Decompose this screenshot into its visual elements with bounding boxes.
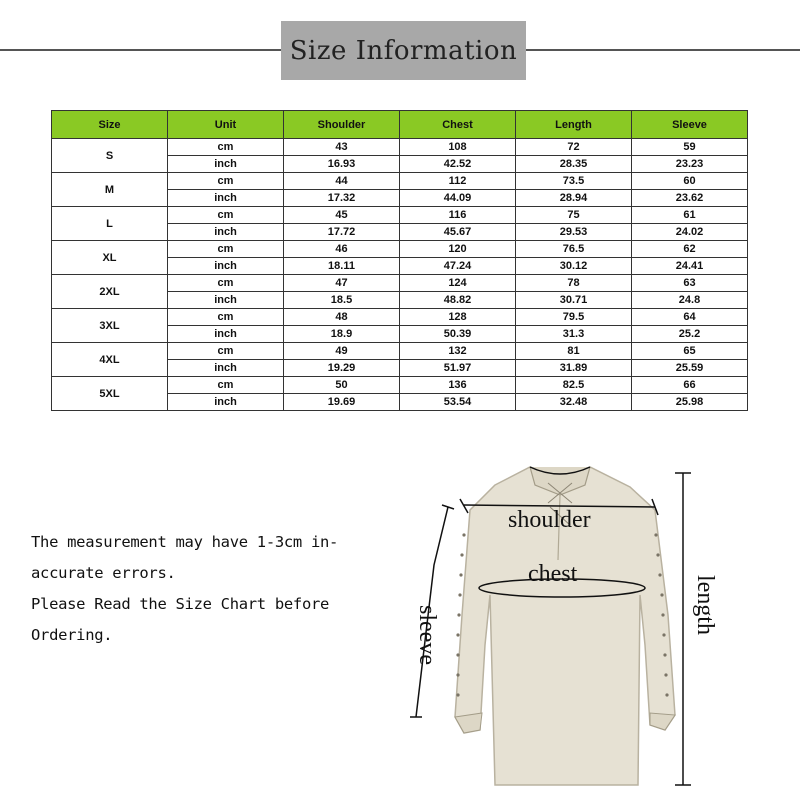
measurement-cell: 31.89 <box>516 360 632 377</box>
measurement-cell: 23.62 <box>632 190 748 207</box>
measurement-cell: 124 <box>400 275 516 292</box>
unit-cell: inch <box>168 190 284 207</box>
measurement-cell: 28.35 <box>516 156 632 173</box>
measurement-cell: 30.12 <box>516 258 632 275</box>
table-row <box>52 173 748 190</box>
measurement-cell: 47.24 <box>400 258 516 275</box>
measurement-cell: 81 <box>516 343 632 360</box>
measurement-cell: 18.9 <box>284 326 400 343</box>
table-row <box>52 241 748 258</box>
measurement-cell: 30.71 <box>516 292 632 309</box>
measurement-cell: 50.39 <box>400 326 516 343</box>
measurement-cell: 19.29 <box>284 360 400 377</box>
measurement-cell: 25.59 <box>632 360 748 377</box>
measurement-cell: 78 <box>516 275 632 292</box>
size-cell: L <box>52 207 168 241</box>
chest-label: chest <box>528 561 578 587</box>
measurement-note <box>31 527 371 651</box>
shirt-illustration <box>400 455 720 795</box>
measurement-cell: 136 <box>400 377 516 394</box>
measurement-cell: 29.53 <box>516 224 632 241</box>
size-cell: S <box>52 139 168 173</box>
column-header: Size <box>52 111 168 139</box>
measurement-cell: 66 <box>632 377 748 394</box>
measurement-cell: 108 <box>400 139 516 156</box>
shirt-measurement-diagram <box>400 455 720 795</box>
measurement-cell: 42.52 <box>400 156 516 173</box>
column-header: Unit <box>168 111 284 139</box>
unit-cell: cm <box>168 275 284 292</box>
column-header: Shoulder <box>284 111 400 139</box>
column-header: Sleeve <box>632 111 748 139</box>
unit-cell: cm <box>168 309 284 326</box>
measurement-cell: 45 <box>284 207 400 224</box>
measurement-cell: 116 <box>400 207 516 224</box>
measurement-cell: 24.02 <box>632 224 748 241</box>
table-header-row <box>52 111 748 139</box>
measurement-cell: 46 <box>284 241 400 258</box>
table-row <box>52 207 748 224</box>
measurement-cell: 17.72 <box>284 224 400 241</box>
measurement-cell: 76.5 <box>516 241 632 258</box>
measurement-cell: 64 <box>632 309 748 326</box>
title-line-left <box>0 49 281 51</box>
table-row <box>52 309 748 326</box>
measurement-cell: 61 <box>632 207 748 224</box>
sleeve-label: sleeve <box>414 605 440 665</box>
unit-cell: inch <box>168 224 284 241</box>
measurement-cell: 51.97 <box>400 360 516 377</box>
measurement-cell: 132 <box>400 343 516 360</box>
measurement-cell: 63 <box>632 275 748 292</box>
unit-cell: cm <box>168 173 284 190</box>
measurement-cell: 73.5 <box>516 173 632 190</box>
shoulder-label: shoulder <box>508 507 591 533</box>
size-table <box>51 110 748 411</box>
unit-cell: inch <box>168 394 284 411</box>
measurement-cell: 120 <box>400 241 516 258</box>
measurement-cell: 31.3 <box>516 326 632 343</box>
measurement-cell: 19.69 <box>284 394 400 411</box>
table-row <box>52 275 748 292</box>
measurement-cell: 48.82 <box>400 292 516 309</box>
measurement-cell: 112 <box>400 173 516 190</box>
measurement-cell: 65 <box>632 343 748 360</box>
measurement-cell: 32.48 <box>516 394 632 411</box>
measurement-cell: 44.09 <box>400 190 516 207</box>
unit-cell: inch <box>168 156 284 173</box>
title-line-right <box>526 49 800 51</box>
measurement-cell: 17.32 <box>284 190 400 207</box>
unit-cell: cm <box>168 377 284 394</box>
measurement-cell: 18.11 <box>284 258 400 275</box>
unit-cell: inch <box>168 326 284 343</box>
measurement-cell: 75 <box>516 207 632 224</box>
unit-cell: inch <box>168 292 284 309</box>
unit-cell: cm <box>168 343 284 360</box>
measurement-cell: 82.5 <box>516 377 632 394</box>
measurement-cell: 60 <box>632 173 748 190</box>
measurement-cell: 16.93 <box>284 156 400 173</box>
measurement-cell: 53.54 <box>400 394 516 411</box>
size-cell: XL <box>52 241 168 275</box>
note-line: Ordering. <box>31 626 113 644</box>
note-line: The measurement may have 1-3cm in- <box>31 533 339 551</box>
measurement-cell: 24.41 <box>632 258 748 275</box>
measurement-cell: 79.5 <box>516 309 632 326</box>
unit-cell: cm <box>168 139 284 156</box>
measurement-cell: 43 <box>284 139 400 156</box>
measurement-cell: 23.23 <box>632 156 748 173</box>
table-row <box>52 139 748 156</box>
size-cell: M <box>52 173 168 207</box>
measurement-cell: 47 <box>284 275 400 292</box>
measurement-cell: 59 <box>632 139 748 156</box>
note-line: accurate errors. <box>31 564 176 582</box>
measurement-cell: 128 <box>400 309 516 326</box>
measurement-cell: 25.2 <box>632 326 748 343</box>
size-cell: 3XL <box>52 309 168 343</box>
table-row <box>52 377 748 394</box>
measurement-cell: 44 <box>284 173 400 190</box>
measurement-cell: 18.5 <box>284 292 400 309</box>
measurement-cell: 28.94 <box>516 190 632 207</box>
column-header: Length <box>516 111 632 139</box>
size-cell: 5XL <box>52 377 168 411</box>
note-line: Please Read the Size Chart before <box>31 595 330 613</box>
column-header: Chest <box>400 111 516 139</box>
size-cell: 2XL <box>52 275 168 309</box>
measurement-cell: 50 <box>284 377 400 394</box>
unit-cell: inch <box>168 258 284 275</box>
measurement-cell: 62 <box>632 241 748 258</box>
unit-cell: cm <box>168 207 284 224</box>
measurement-cell: 72 <box>516 139 632 156</box>
measurement-cell: 45.67 <box>400 224 516 241</box>
size-cell: 4XL <box>52 343 168 377</box>
measurement-cell: 49 <box>284 343 400 360</box>
unit-cell: cm <box>168 241 284 258</box>
unit-cell: inch <box>168 360 284 377</box>
length-label: length <box>692 575 718 635</box>
page-title: Size Information <box>281 21 526 80</box>
measurement-cell: 24.8 <box>632 292 748 309</box>
table-row <box>52 343 748 360</box>
measurement-cell: 25.98 <box>632 394 748 411</box>
measurement-cell: 48 <box>284 309 400 326</box>
